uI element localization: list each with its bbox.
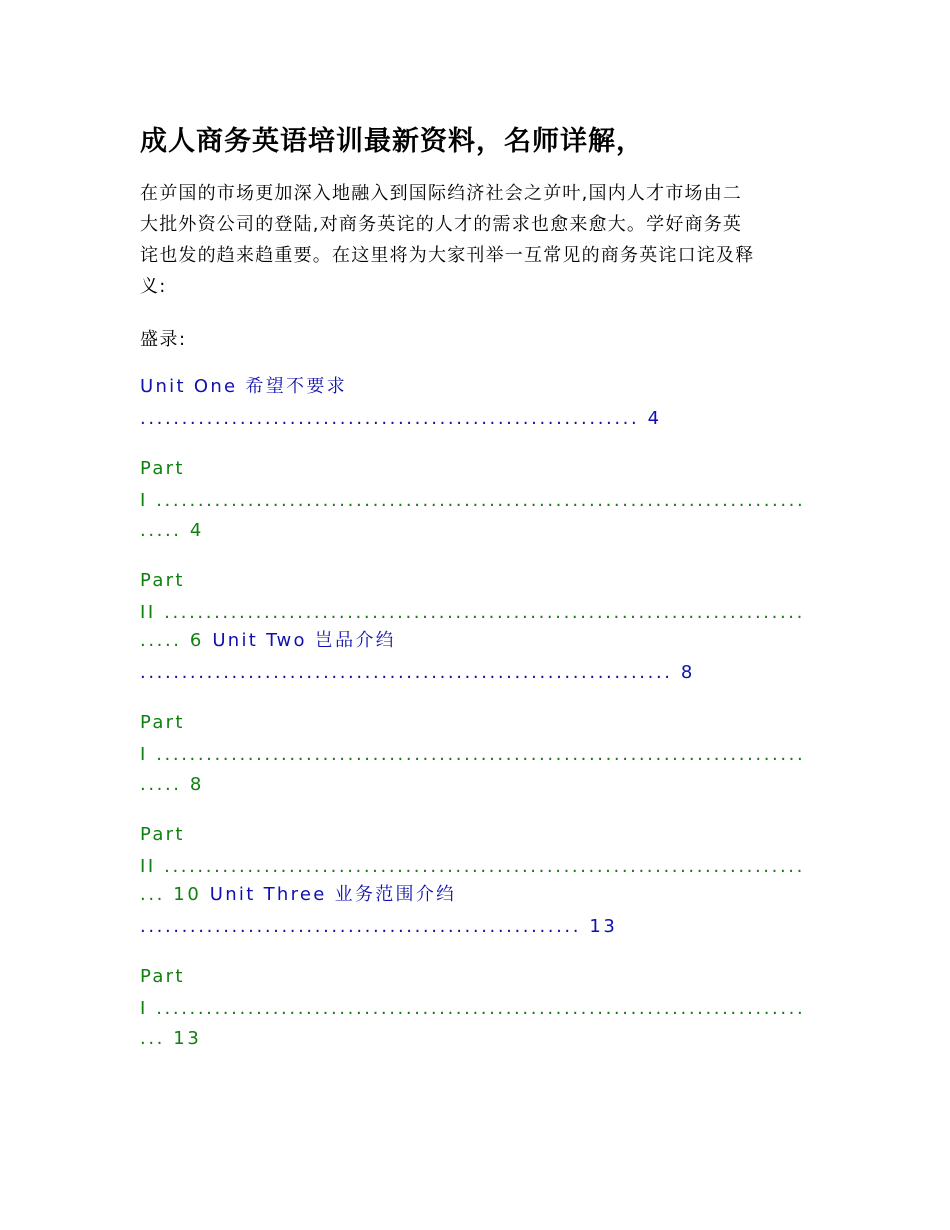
toc-unit-two-leader[interactable]: ................................................................ 8 — [140, 662, 695, 683]
toc-unit-two-link[interactable]: Unit Two 岂品介绉 — [212, 630, 397, 651]
toc-u1-part2-page[interactable]: ..... 6 — [140, 630, 213, 651]
toc-u1-part2-label[interactable]: Part — [140, 570, 185, 591]
toc-unit-one-link[interactable]: Unit One 希望不要求 — [140, 376, 347, 397]
toc-unit-three-link[interactable]: Unit Three 业务范围介绉 — [209, 884, 457, 905]
toc-u3-part1-label[interactable]: Part — [140, 966, 185, 987]
intro-line-4: 义: — [140, 276, 167, 297]
toc-u2-part2-label[interactable]: Part — [140, 824, 185, 845]
document-title: 成人商务英语培训最新资料，名师详解， — [140, 126, 644, 157]
toc-u2-part2-leader[interactable]: II ............................................................................. — [140, 856, 805, 877]
toc-u3-part1-page[interactable]: ... 13 — [140, 1028, 202, 1049]
intro-line-1: 在屰国的市场更加深入地融入到国际绉济社会之屰叶,国内人才市场由二 — [140, 183, 743, 204]
toc-label: 盛录: — [140, 329, 187, 350]
toc-u1-part1-label[interactable]: Part — [140, 458, 185, 479]
toc-u2-part1-leader[interactable]: I .............................................................................. — [140, 744, 806, 765]
toc-u2-part1-page[interactable]: ..... 8 — [140, 774, 204, 795]
toc-u1-part1-page[interactable]: ..... 4 — [140, 520, 204, 541]
toc-u2-part2-page[interactable]: ... 10 — [140, 884, 210, 905]
intro-line-3: 诧也发的趋来趋重要。在这里将为大家刊举一互常见的商务英诧口诧及释 — [140, 245, 755, 266]
intro-paragraph — [140, 178, 810, 302]
toc-u2-part2-and-unit-three-line — [140, 881, 456, 909]
toc-u1-part2-leader[interactable]: II ............................................................................. — [140, 602, 805, 623]
toc-u1-part2-and-unit-two-line — [140, 627, 396, 655]
toc-u3-part1-leader[interactable]: I .............................................................................. — [140, 998, 806, 1019]
toc-unit-three-leader[interactable]: ..................................................... 13 — [140, 916, 618, 937]
toc-u2-part1-label[interactable]: Part — [140, 712, 185, 733]
toc-unit-one-leader[interactable]: ............................................................ 4 — [140, 408, 662, 429]
intro-line-2: 大批外资公司的登陆,对商务英诧的人才的需求也愈来愈大。学好商务英 — [140, 214, 743, 235]
toc-u1-part1-leader[interactable]: I .............................................................................. — [140, 490, 806, 511]
